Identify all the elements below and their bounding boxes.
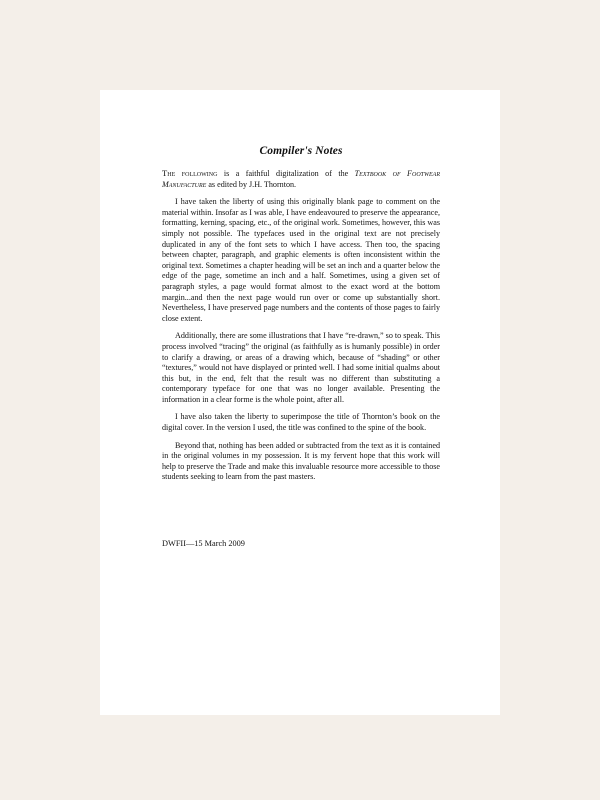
paragraph-1-run-3: Textbook of Footwear Manufacture <box>162 169 440 189</box>
paragraph-3: Additionally, there are some illustrations that I have “re-drawn,” so to speak. This process involved “tracing” the original (as faithfully as is humanly possible) in order to clarify a drawing, or areas of a drawing which, because of “shading” or other “textures,” would not have displayed or printed well. I had some initial qualms about this but, in the end, felt that the result was no different than substituting a contemporary typeface for one that was no longer available. Presenting the information in a clear forme is the whole point, after all. <box>162 331 440 404</box>
paragraph-1-run-1: The following <box>162 168 218 178</box>
document-page <box>100 90 500 715</box>
paragraph-4: I have also taken the liberty to superimpose the title of Thornton’s book on the digital cover. In the version I used, the title was confined to the spine of the book. <box>162 412 440 433</box>
paragraph-1-run-4: as edited by J.H. Thornton. <box>206 179 297 189</box>
paragraph-1-run-2: is a faithful digitalization of the <box>217 169 355 178</box>
paragraph-5: Beyond that, nothing has been added or subtracted from the text as it is contained in the original volumes in my possession. It is my fervent hope that this work will help to preserve the Trade and make this invaluable resource more accessible to those students seeking to learn from the past masters. <box>162 440 440 482</box>
page-content <box>162 145 440 549</box>
paragraph-2: I have taken the liberty of using this originally blank page to comment on the material within. Insofar as I was able, I have endeavoured to preserve the appearance, formatting, kerning, spacing, etc., of the original work. Sometimes, however, this was simply not possible. The typefaces used in the original text are not precisely duplicated in any of the font sets to which I have access. Then too, the spacing between chapter, paragraph, and graphic elements is often inconsistent within the original text. Sometimes a chapter heading will be set an inch and a quarter below the edge of the page, sometime an inch and a half. Sometimes, using a given set of paragraph styles, a page would format almost to the exact word at the bottom margin...and then the next page would run over or come up substantially short. Nevertheless, I have preserved page numbers and the contents of those pages to fairly close extent. <box>162 197 440 323</box>
paragraph-1 <box>162 168 440 190</box>
page-title: Compiler's Notes <box>259 145 343 157</box>
signature-line: DWFII—15 March 2009 <box>162 539 245 549</box>
